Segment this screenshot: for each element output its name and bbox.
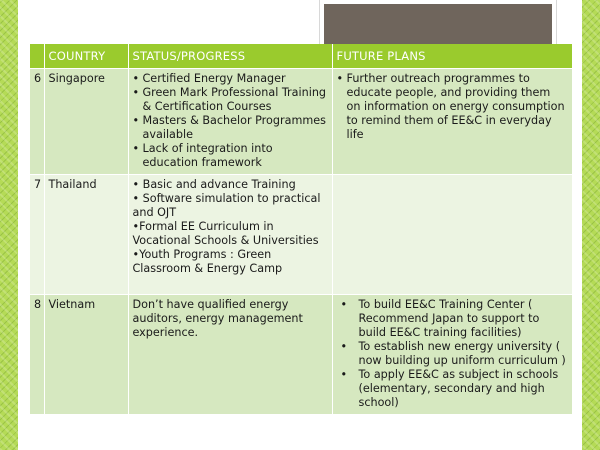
plan-item: • To build EE&C Training Center ( Recommend Japan to support to build EE&C training facilities) <box>337 298 568 340</box>
status-cell: Don’t have qualified energy auditors, energy management experience. <box>128 295 332 415</box>
header-number <box>30 44 44 69</box>
table-row-singapore <box>30 69 572 175</box>
status-item: • Masters & Bachelor Programmes available <box>133 114 328 142</box>
header-future-plans: FUTURE PLANS <box>332 44 572 69</box>
row-number: 8 <box>30 295 44 415</box>
status-cell <box>128 69 332 175</box>
title-placeholder <box>320 0 556 50</box>
header-status: STATUS/PROGRESS <box>128 44 332 69</box>
status-item: • Basic and advance Training <box>132 178 296 191</box>
energy-plans-table <box>30 44 573 414</box>
country-cell: Thailand <box>44 175 128 295</box>
plans-cell <box>332 175 572 295</box>
plan-item: • To apply EE&C as subject in schools (elementary, secondary and high school) <box>337 368 568 410</box>
plans-cell <box>332 69 572 175</box>
table-row-vietnam <box>30 295 572 415</box>
status-cell <box>128 175 332 295</box>
plan-item: • To establish new energy university ( now building up uniform curriculum ) <box>337 340 568 368</box>
row-number: 6 <box>30 69 44 175</box>
country-cell: Singapore <box>44 69 128 175</box>
plan-item: • Further outreach programmes to educate people, and providing them on information on energy consumption to remind them of EE&C in everyday life <box>337 72 568 142</box>
country-cell: Vietnam <box>44 295 128 415</box>
table-row-thailand <box>30 175 572 295</box>
status-item: • Software simulation to practical and OJT <box>132 192 321 219</box>
header-country: COUNTRY <box>44 44 128 69</box>
status-item: • Green Mark Professional Training & Certification Courses <box>133 86 328 114</box>
status-item: •Youth Programs : Green Classroom & Energy Camp <box>132 248 283 275</box>
plans-cell <box>332 295 572 415</box>
row-number: 7 <box>30 175 44 295</box>
status-item: •Formal EE Curriculum in Vocational Schools & Universities <box>132 220 319 247</box>
status-item: • Lack of integration into education framework <box>133 142 328 170</box>
status-item: • Certified Energy Manager <box>133 72 328 86</box>
header-row <box>30 44 572 69</box>
